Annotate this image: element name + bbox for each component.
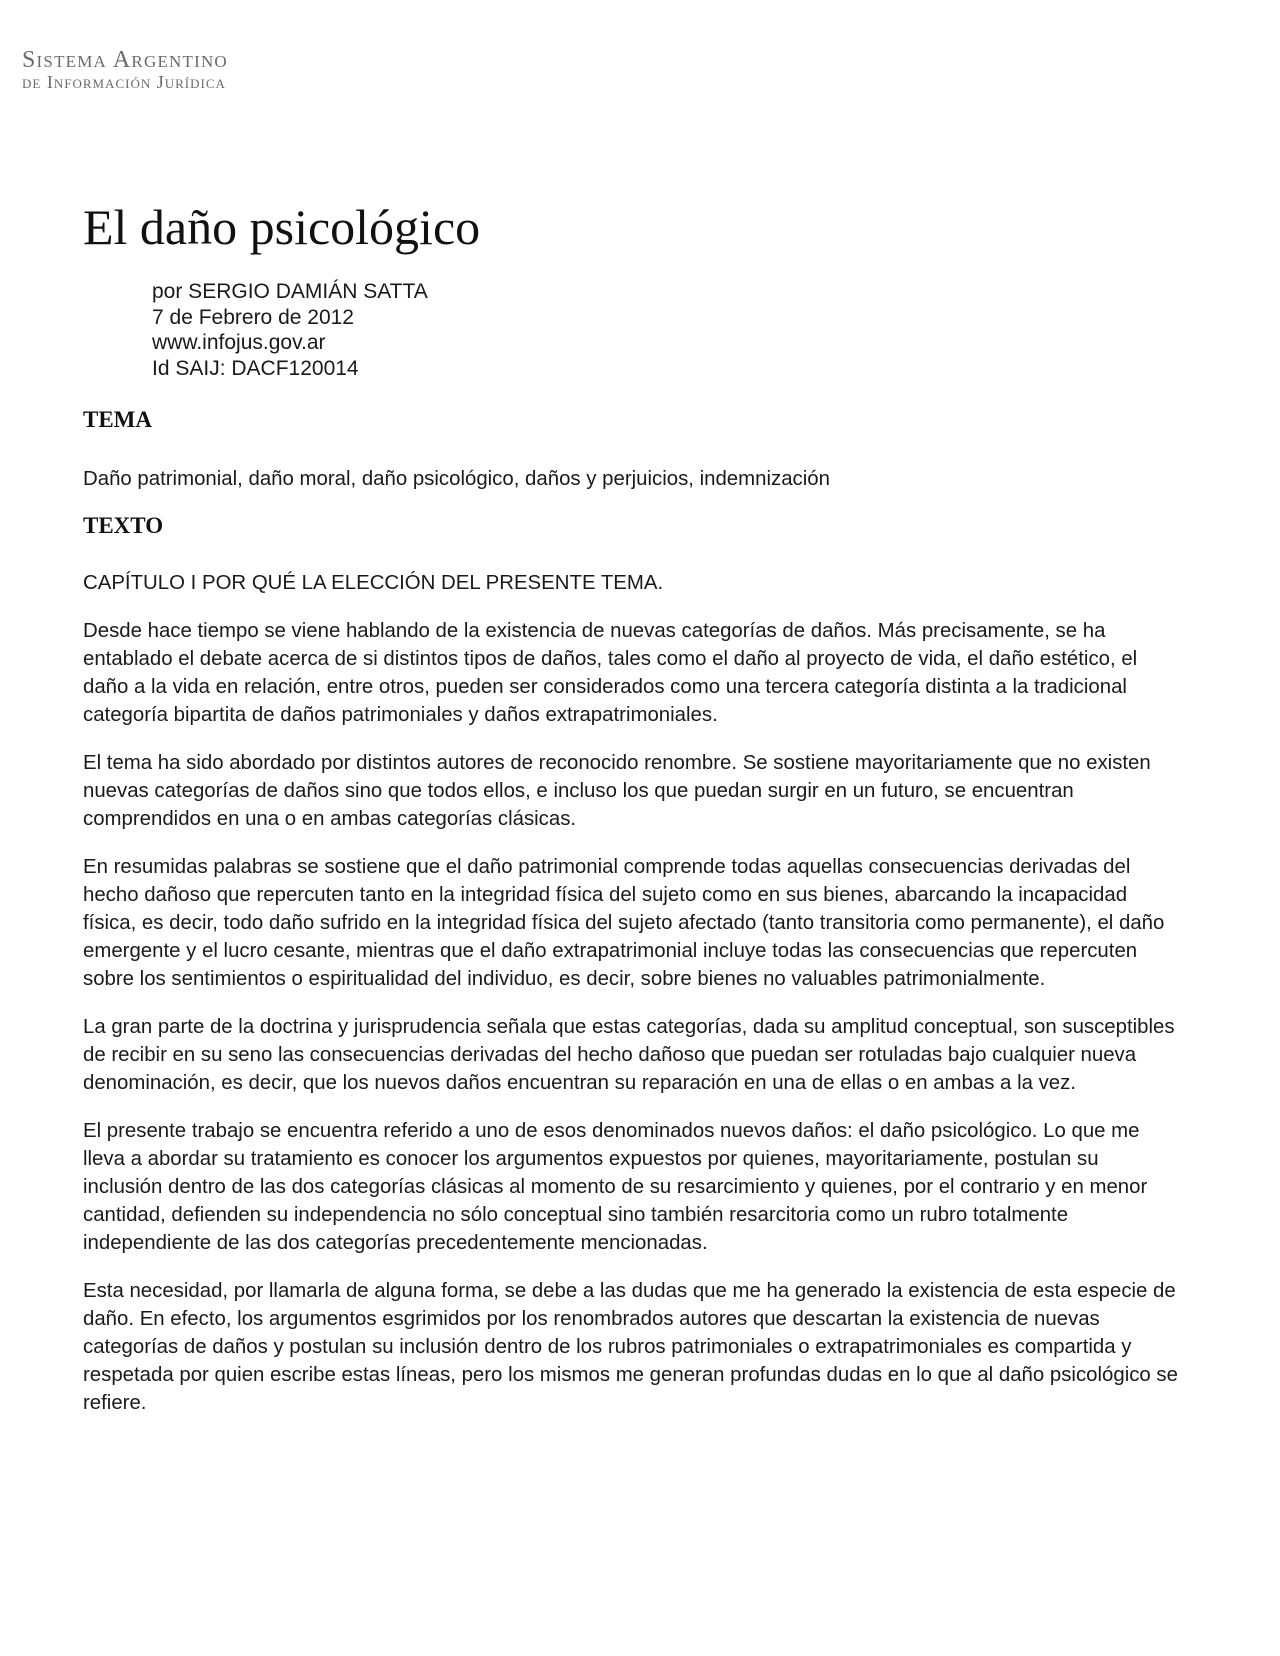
tema-heading: TEMA: [83, 407, 152, 432]
paragraph: Desde hace tiempo se viene hablando de la existencia de nuevas categorías de daños. Más precisamente, se ha entablado el debate acerca de si distintos tipos de daños, tales como el daño al proyecto de vida, el daño estético, el daño a la vida en relación, entre otros, pueden ser considerados como una tercera categoría distinta a la tradicional categoría bipartita de daños patrimoniales y daños extrapatrimoniales.: [83, 620, 1138, 726]
document-body: [83, 200, 1183, 1417]
chapter-title: CAPÍTULO I POR QUÉ LA ELECCIÓN DEL PRESENTE TEMA.: [83, 572, 664, 594]
paragraph: En resumidas palabras se sostiene que el daño patrimonial comprende todas aquellas consecuencias derivadas del hecho dañoso que repercuten tanto en la integridad física del sujeto como en sus bienes, abarcando la incapacidad física, es decir, todo daño sufrido en la integridad física del sujeto afectado (tanto transitoria como permanente), el daño emergente y el lucro cesante, mientras que el daño extrapatrimonial incluye todas las consecuencias que repercuten sobre los sentimientos o espiritualidad del individuo, es decir, sobre bienes no valuables patrimonialmente.: [83, 856, 1165, 990]
tema-keywords: Daño patrimonial, daño moral, daño psicológico, daños y perjuicios, indemnización: [83, 468, 830, 490]
author-line: por SERGIO DAMIÁN SATTA: [152, 280, 428, 303]
texto-heading: TEXTO: [83, 513, 164, 538]
saij-id-line: Id SAIJ: DACF120014: [152, 356, 359, 380]
paragraph: Esta necesidad, por llamarla de alguna forma, se debe a las dudas que me ha generado la existencia de esta especie de daño. En efecto, los argumentos esgrimidos por los renombrados autores que descartan la existencia de nuevas categorías de daños y postulan su inclusión dentro de los rubros patrimoniales o extrapatrimoniales es compartida y respetada por quien escribe estas líneas, pero los mismos me generan profundas dudas en lo que al daño psicológico se refiere.: [83, 1280, 1178, 1414]
date-line: 7 de Febrero de 2012: [152, 305, 354, 329]
paragraph: El presente trabajo se encuentra referido a uno de esos denominados nuevos daños: el daño psicológico. Lo que me lleva a abordar su tratamiento es conocer los argumentos expuestos por quienes, mayoritariamente, postulan su inclusión dentro de las dos categorías clásicas al momento de su resarcimiento y quienes, por el contrario y en menor cantidad, defienden su independencia no sólo conceptual sino también resarcitoria como un rubro totalmente independiente de las dos categorías precedentemente mencionadas.: [83, 1120, 1148, 1254]
website-line: www.infojus.gov.ar: [152, 331, 326, 354]
paragraph: La gran parte de la doctrina y jurisprudencia señala que estas categorías, dada su amplitud conceptual, son susceptibles de recibir en su seno las consecuencias derivadas del hecho dañoso que puedan ser rotuladas bajo cualquier nueva denominación, es decir, que los nuevos daños encuentran su reparación en una de ellas o en ambas a la vez.: [83, 1016, 1175, 1094]
article-meta: [152, 279, 1183, 381]
paragraph: El tema ha sido abordado por distintos autores de reconocido renombre. Se sostiene mayoritariamente que no existen nuevas categorías de daños sino que todos ellos, e incluso los que puedan surgir en un futuro, se encuentran comprendidos en una o en ambas categorías clásicas.: [83, 752, 1151, 830]
saij-logo: [22, 48, 228, 92]
logo-line-1: Sistema Argentino: [22, 47, 228, 73]
logo-line-2: de Información Jurídica: [22, 72, 226, 93]
page-title: El daño psicológico: [83, 199, 481, 255]
